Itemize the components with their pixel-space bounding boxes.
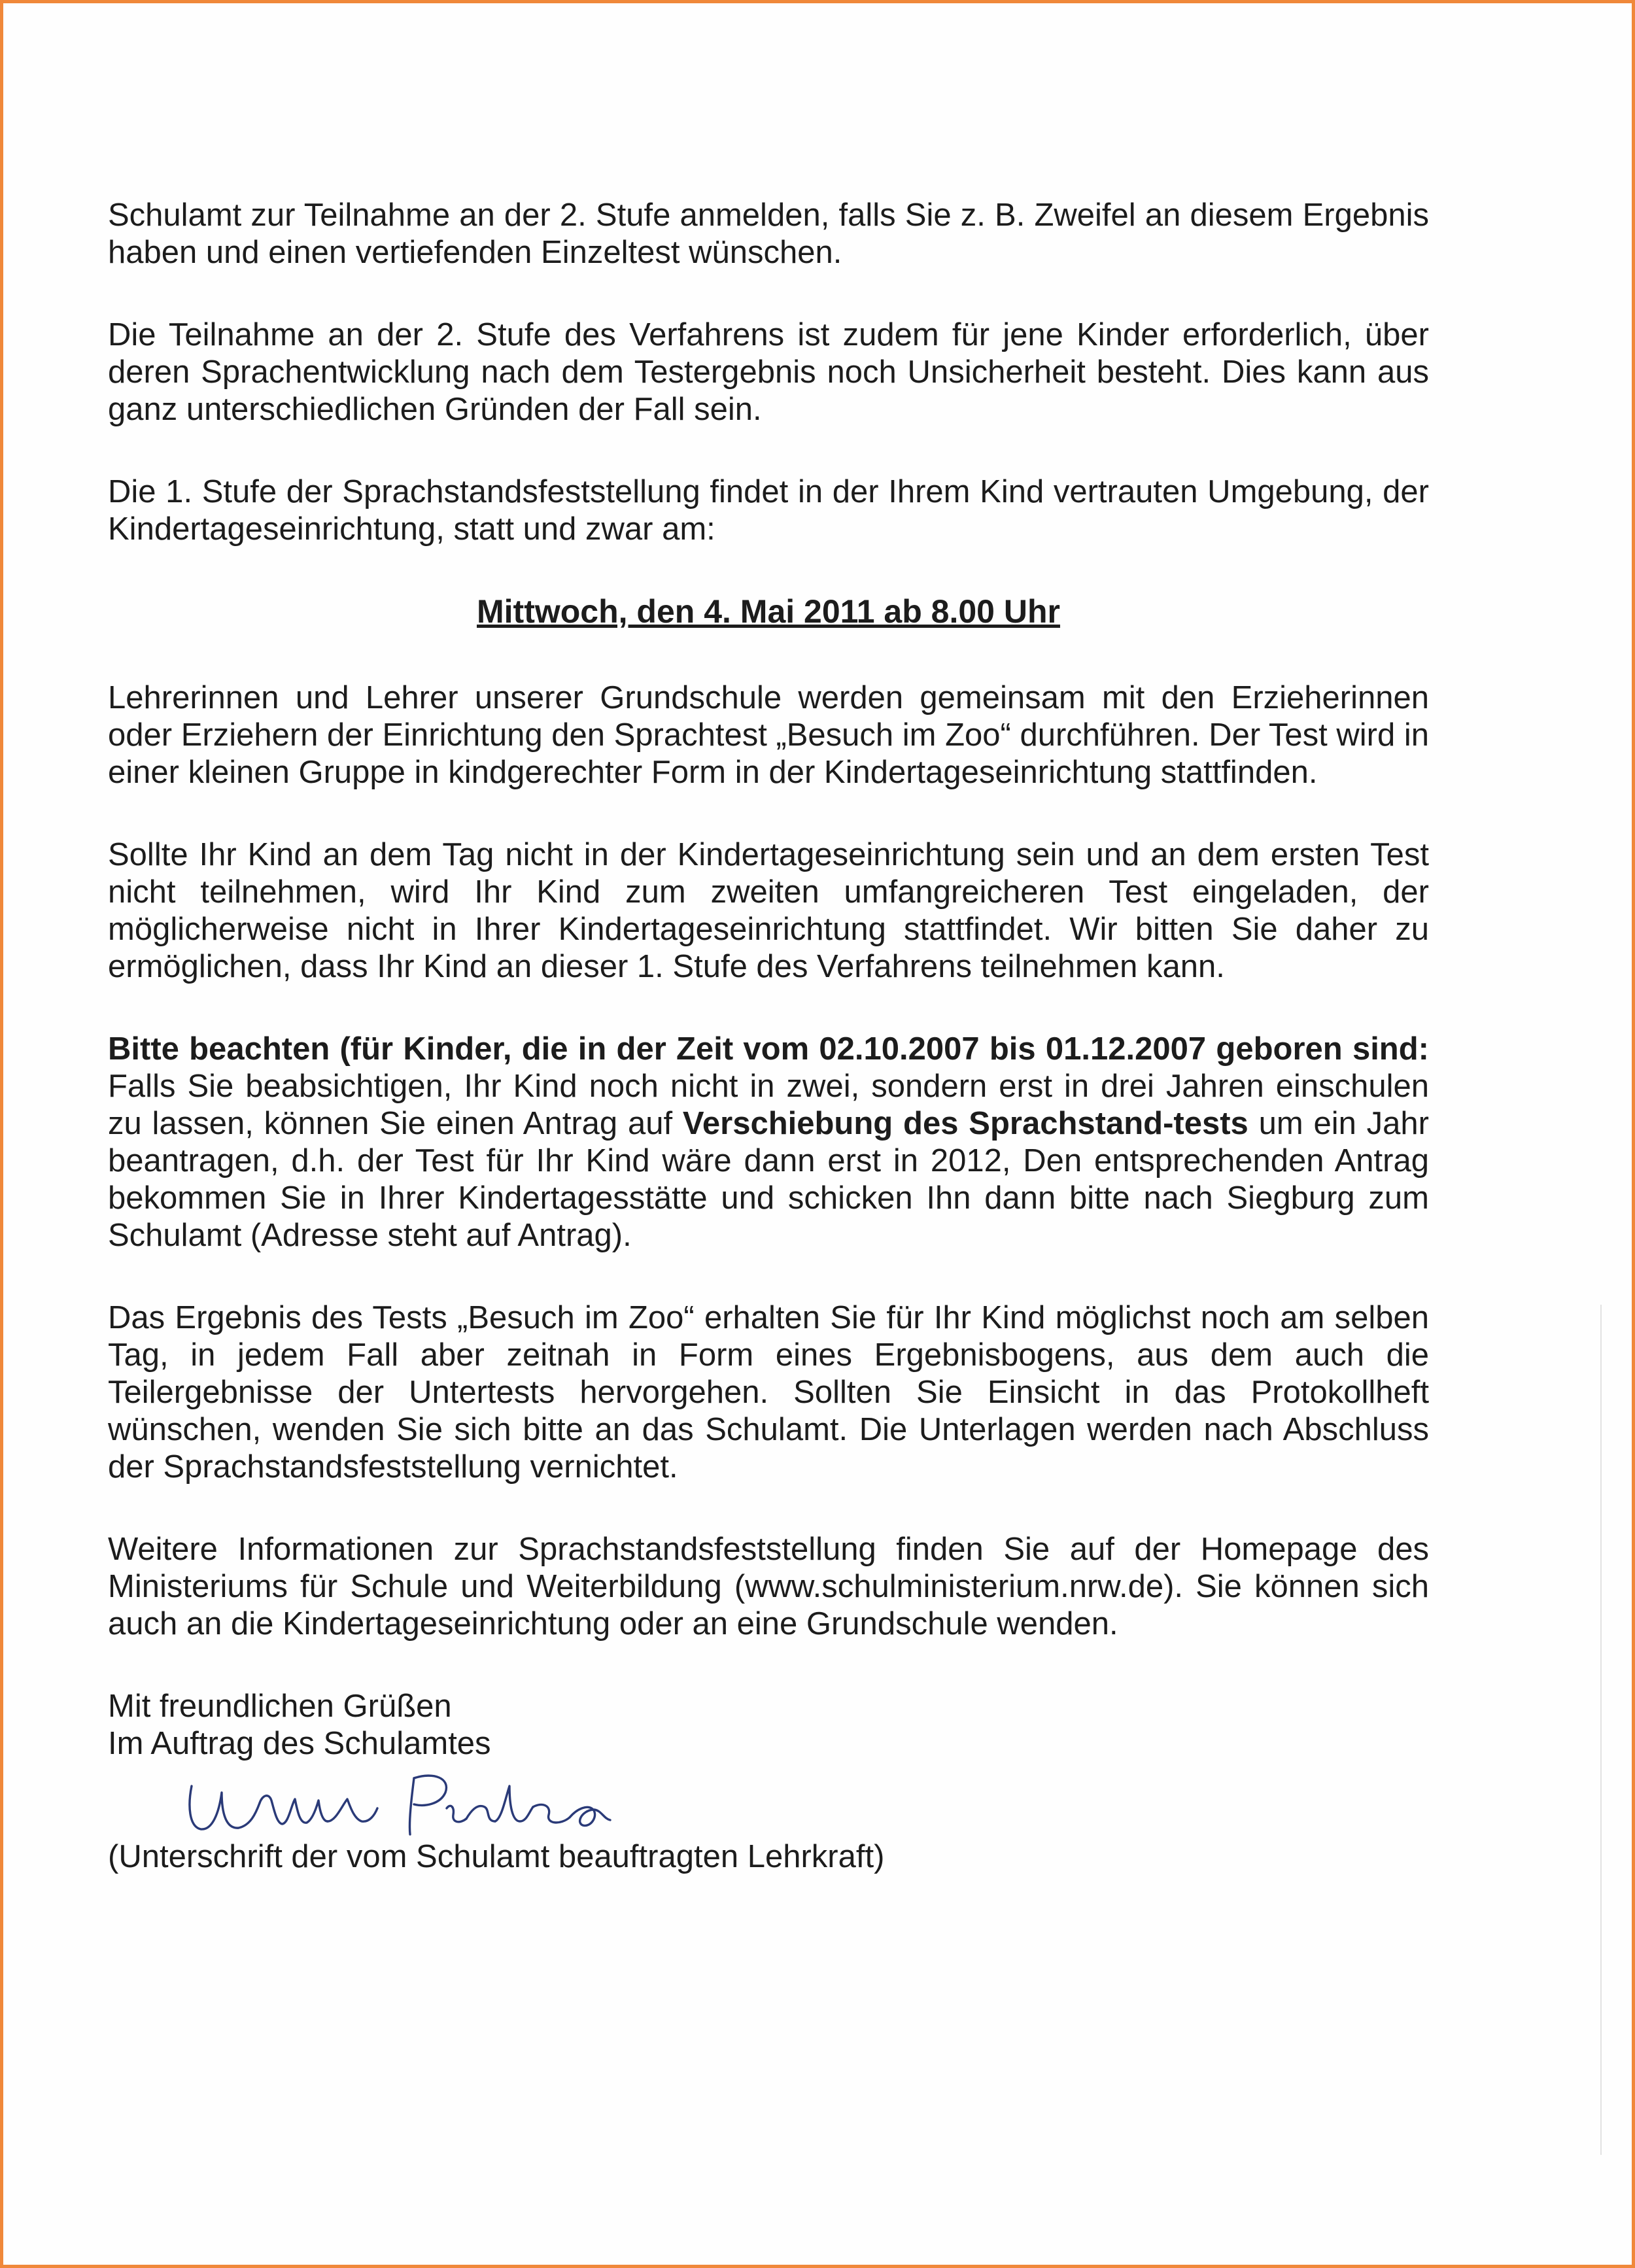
- signature-caption: (Unterschrift der vom Schulamt beauftragten Lehrkraft): [108, 1839, 885, 1874]
- notice-bold-intro: Bitte beachten (für Kinder, die in der Zeit vom 02.10.2007 bis 01.12.2007 geboren sind:: [108, 1031, 1429, 1067]
- paragraph-1: Schulamt zur Teilnahme an der 2. Stufe anmelden, falls Sie z. B. Zweifel an diesem Ergebnis haben und einen vertiefenden Einzeltest wünschen.: [108, 198, 1429, 270]
- letter-body: [108, 197, 1429, 1876]
- paragraph-6: [108, 1031, 1429, 1254]
- paragraph-8: Weitere Informationen zur Sprachstandsfeststellung finden Sie auf der Homepage des Ministeriums für Schule und Weiterbildung (www.schulministerium.nrw.de). Sie können sich auch an die Kindertageseinrichtung oder an eine Grundschule wenden.: [108, 1532, 1429, 1641]
- paragraph-7: Das Ergebnis des Tests „Besuch im Zoo“ erhalten Sie für Ihr Kind möglichst noch am selben Tag, in jedem Fall aber zeitnah in Form eines Ergebnisbogens, aus dem auch die Teilergebnisse der Untertests hervorgehen. Sollten Sie Einsicht in das Protokollheft wünschen, wenden Sie sich bitte an das Schulamt. Die Unterlagen werden nach Abschluss der Sprachstandsfeststellung vernichtet.: [108, 1300, 1429, 1485]
- paragraph-4: Lehrerinnen und Lehrer unserer Grundschule werden gemeinsam mit den Erzieherinnen oder Erziehern der Einrichtung den Sprachtest „Besuch im Zoo“ durchführen. Der Test wird in einer kleinen Gruppe in kindgerechter Form in der Kindertageseinrichtung stattfinden.: [108, 680, 1429, 790]
- handwritten-signature: [179, 1766, 623, 1838]
- paragraph-3: Die 1. Stufe der Sprachstandsfeststellung findet in der Ihrem Kind vertrauten Umgebung, der Kindertageseinrichtung, statt und zwar am:: [108, 474, 1429, 547]
- scan-edge-line: [1600, 1305, 1602, 2155]
- notice-text-a: Falls Sie beabsichtigen, Ihr Kind noch nicht in zwei, sondern erst in drei Jahren einschulen zu lassen, können Sie einen Antrag auf: [108, 1069, 1429, 1141]
- notice-bold-deferral: Verschiebung des Sprachstand-tests: [682, 1106, 1248, 1141]
- notice-text-b: um ein Jahr beantragen, d.h. der Test für Ihr Kind wäre dann erst in 2012, Den entsprechenden Antrag bekommen Sie in Ihrer Kindertagesstätte und schicken Ihn dann bitte nach Siegburg zum Schulamt (Adresse steht auf Antrag).: [108, 1106, 1429, 1253]
- paragraph-2: Die Teilnahme an der 2. Stufe des Verfahrens ist zudem für jene Kinder erforderlich, über deren Sprachentwicklung nach dem Testergebnis noch Unsicherheit besteht. Dies kann aus ganz unterschiedlichen Gründen der Fall sein.: [108, 317, 1429, 427]
- test-date-line: Mittwoch, den 4. Mai 2011 ab 8.00 Uhr: [477, 593, 1060, 630]
- closing-greeting: Mit freundlichen Grüßen: [108, 1689, 452, 1724]
- closing-authority: Im Auftrag des Schulamtes: [108, 1726, 491, 1761]
- paragraph-5: Sollte Ihr Kind an dem Tag nicht in der Kindertageseinrichtung sein und an dem ersten Test nicht teilnehmen, wird Ihr Kind zum zweiten umfangreicheren Test eingeladen, der möglicherweise nicht in Ihrer Kindertageseinrichtung stattfindet. Wir bitten Sie daher zu ermöglichen, dass Ihr Kind an dieser 1. Stufe des Verfahrens teilnehmen kann.: [108, 837, 1429, 984]
